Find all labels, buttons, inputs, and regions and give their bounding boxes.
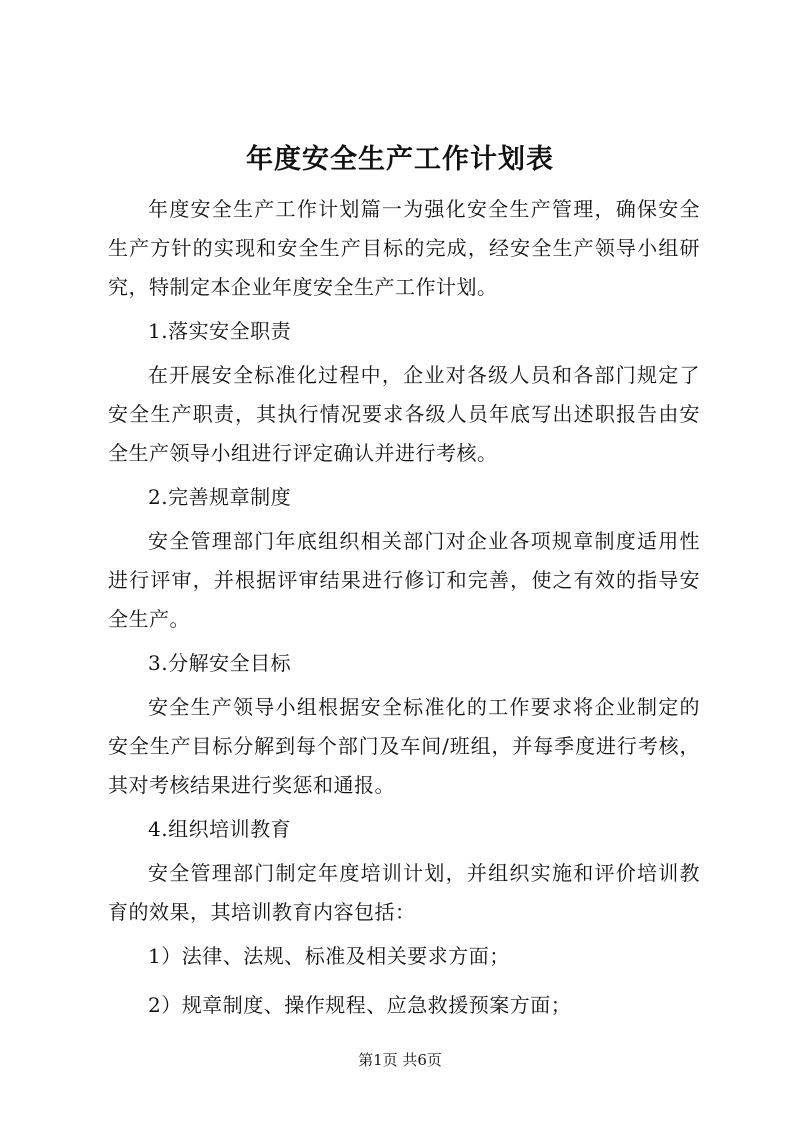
section-heading-3: 3.分解安全目标 [148, 651, 292, 675]
document-body [108, 190, 700, 1030]
section-heading-4: 4.组织培训教育 [148, 817, 292, 841]
section-heading-1: 1.落实安全职责 [148, 319, 292, 343]
section-text-4: 安全管理部门制定年度培训计划，并组织实施和评价培训教育的效果，其培训教育内容包括： [108, 861, 700, 924]
section-heading-2: 2.完善规章制度 [148, 485, 292, 509]
document-title: 年度安全生产工作计划表 [246, 144, 554, 175]
intro-paragraph: 年度安全生产工作计划篇一为强化安全生产管理，确保安全生产方针的实现和安全生产目标的完成，经安全生产领导小组研究，特制定本企业年度安全生产工作计划。 [108, 197, 700, 299]
section-text-3: 安全生产领导小组根据安全标准化的工作要求将企业制定的安全生产目标分解到每个部门及车间/班组，并每季度进行考核，其对考核结果进行奖惩和通报。 [108, 695, 700, 797]
section-text-1: 在开展安全标准化过程中，企业对各级人员和各部门规定了安全生产职责，其执行情况要求各级人员年底写出述职报告由安全生产领导小组进行评定确认并进行考核。 [108, 363, 700, 465]
list-item: 2）规章制度、操作规程、应急救援预案方面； [148, 993, 572, 1017]
page-footer: 第1页 共6页 [358, 1051, 442, 1069]
list-item: 1）法律、法规、标准及相关要求方面； [148, 944, 510, 968]
section-text-2: 安全管理部门年底组织相关部门对企业各项规章制度适用性进行评审，并根据评审结果进行修订和完善，使之有效的指导安全生产。 [108, 529, 700, 631]
